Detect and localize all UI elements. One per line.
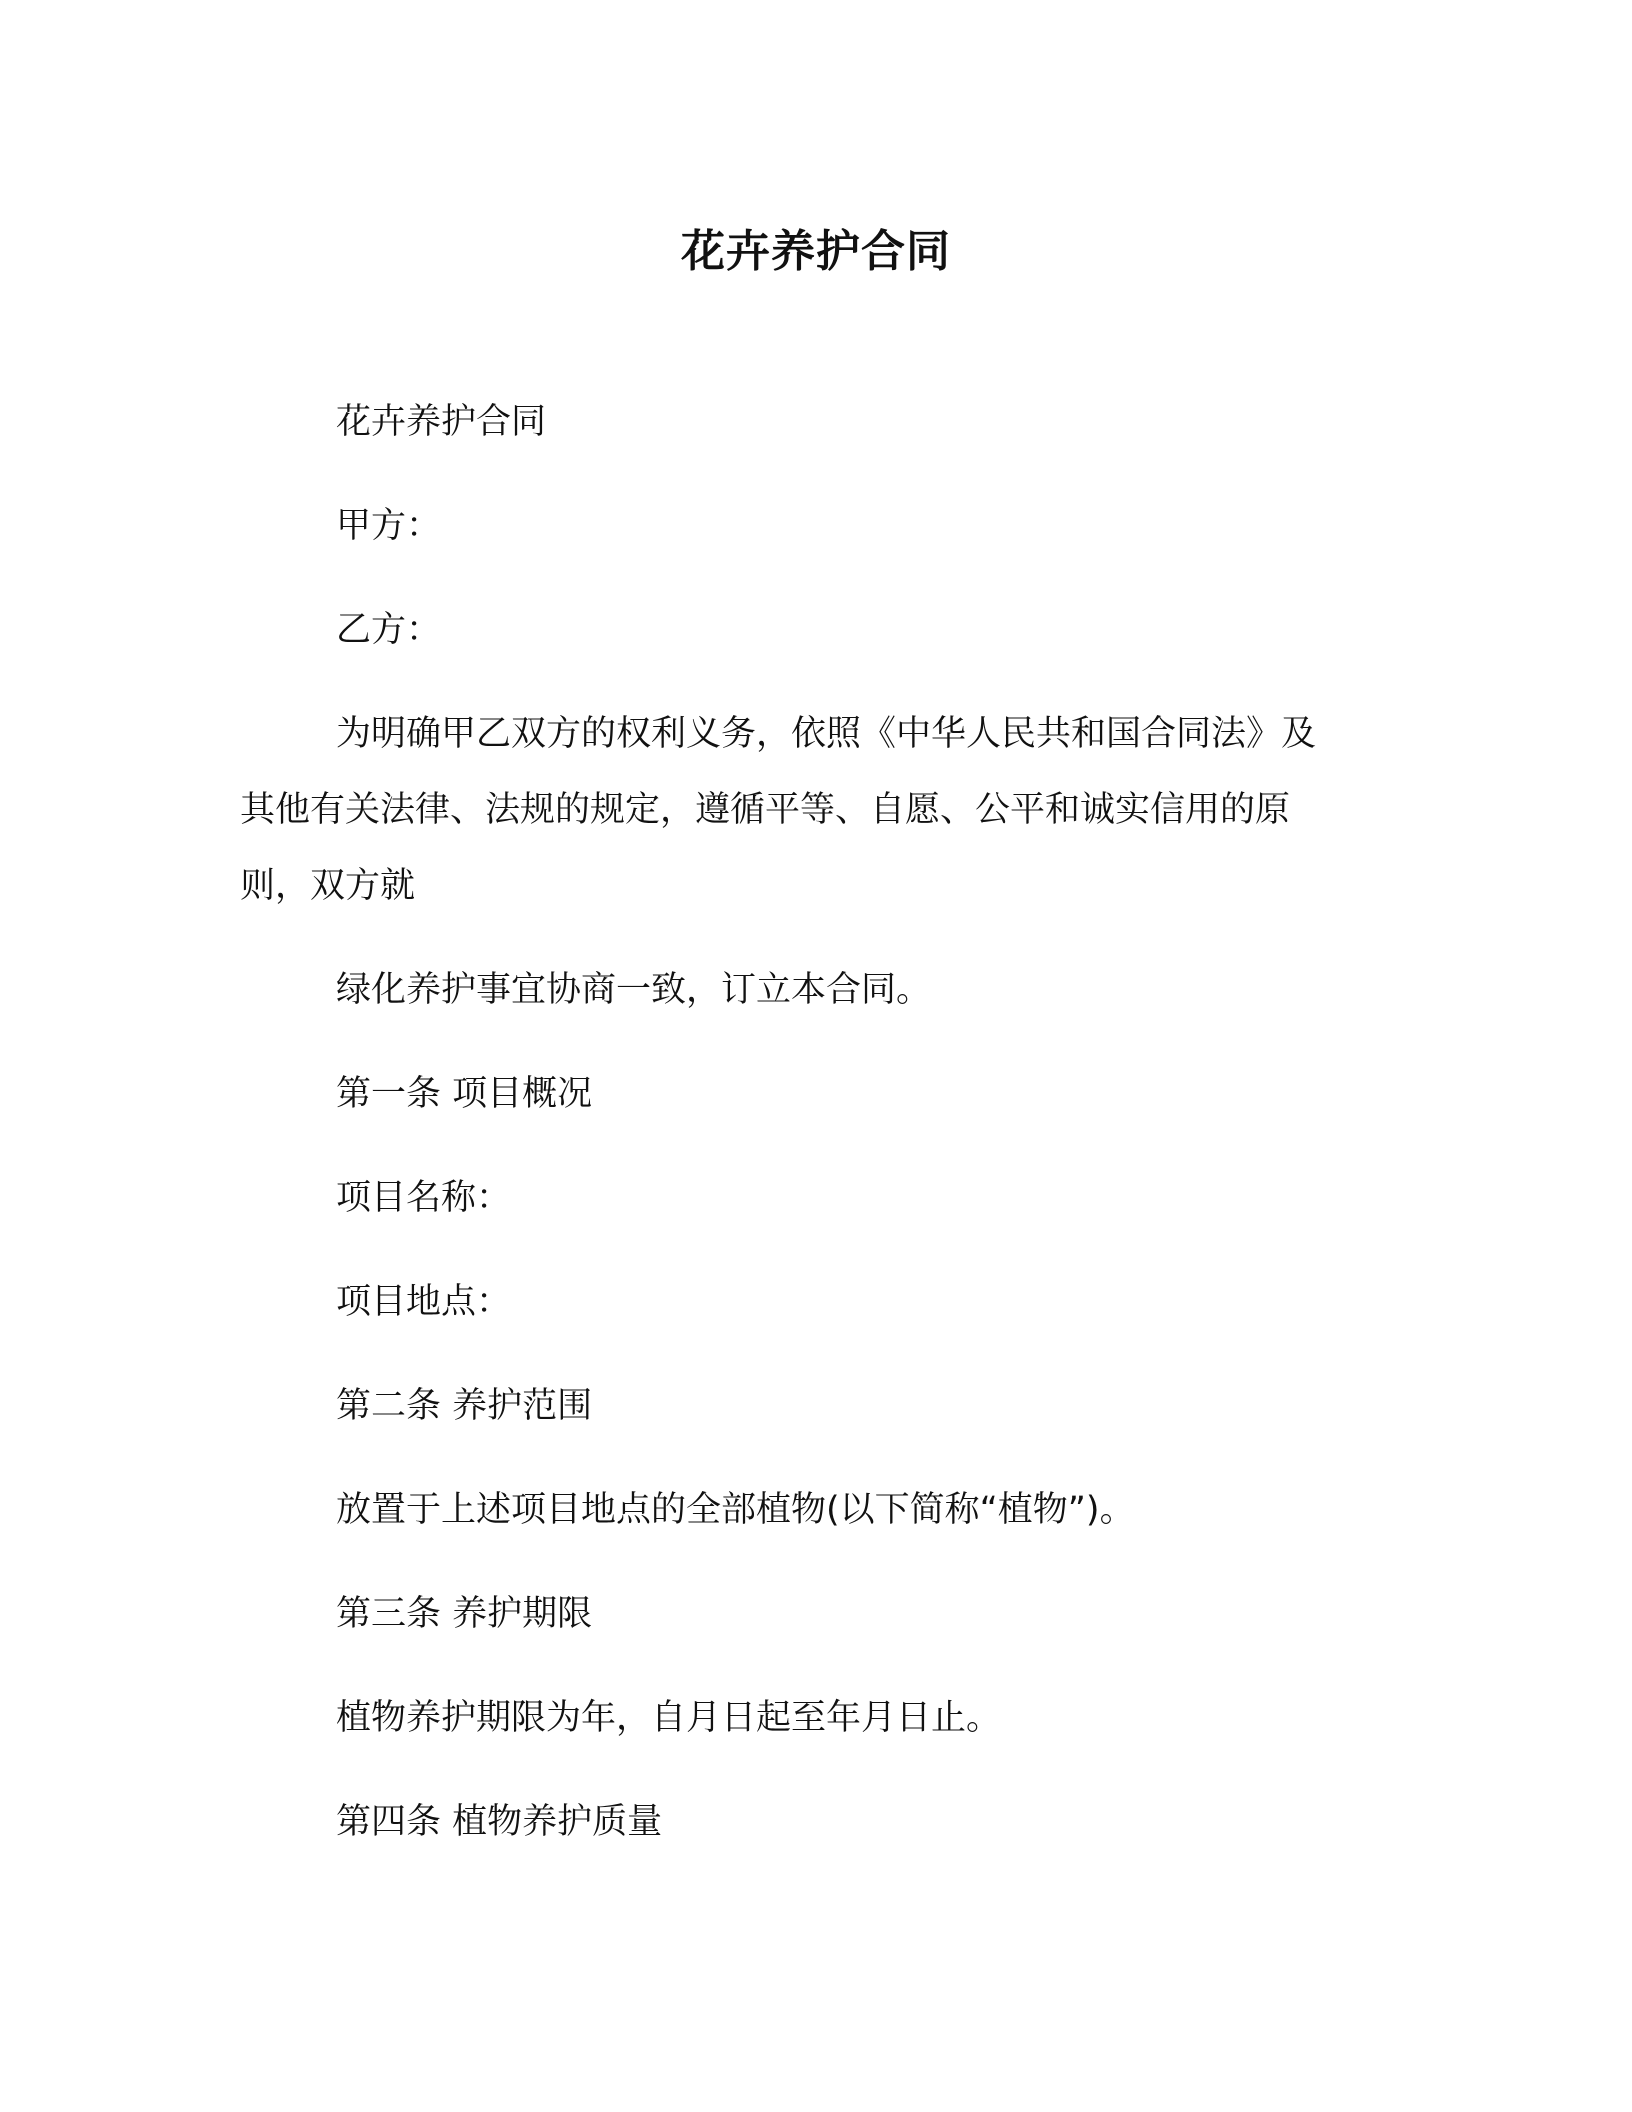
- project-location-line: 项目地点：: [336, 1282, 512, 1322]
- body-line-preamble-1: 为明确甲乙双方的权利义务，依照《中华人民共和国合同法》及: [336, 714, 1317, 754]
- article-1-heading: 第一条 项目概况: [336, 1074, 593, 1114]
- body-line-preamble-4: 绿化养护事宜协商一致，订立本合同。: [336, 970, 932, 1010]
- scope-line: 放置于上述项目地点的全部植物(以下简称“植物”)。: [336, 1490, 1135, 1530]
- term-line: 植物养护期限为年，自月日起至年月日止。: [336, 1698, 1002, 1738]
- body-line-preamble-2: 其他有关法律、法规的规定，遵循平等、自愿、公平和诚实信用的原: [240, 790, 1291, 830]
- body-line-heading: 花卉养护合同: [336, 402, 547, 442]
- document-title: 花卉养护合同: [681, 226, 951, 277]
- body-line-preamble-3: 则，双方就: [240, 866, 416, 906]
- body-line-party-a: 甲方：: [336, 506, 442, 546]
- article-3-heading: 第三条 养护期限: [336, 1594, 593, 1634]
- article-2-heading: 第二条 养护范围: [336, 1386, 593, 1426]
- article-4-heading: 第四条 植物养护质量: [336, 1802, 663, 1842]
- body-line-party-b: 乙方：: [336, 610, 442, 650]
- project-name-line: 项目名称：: [336, 1178, 512, 1218]
